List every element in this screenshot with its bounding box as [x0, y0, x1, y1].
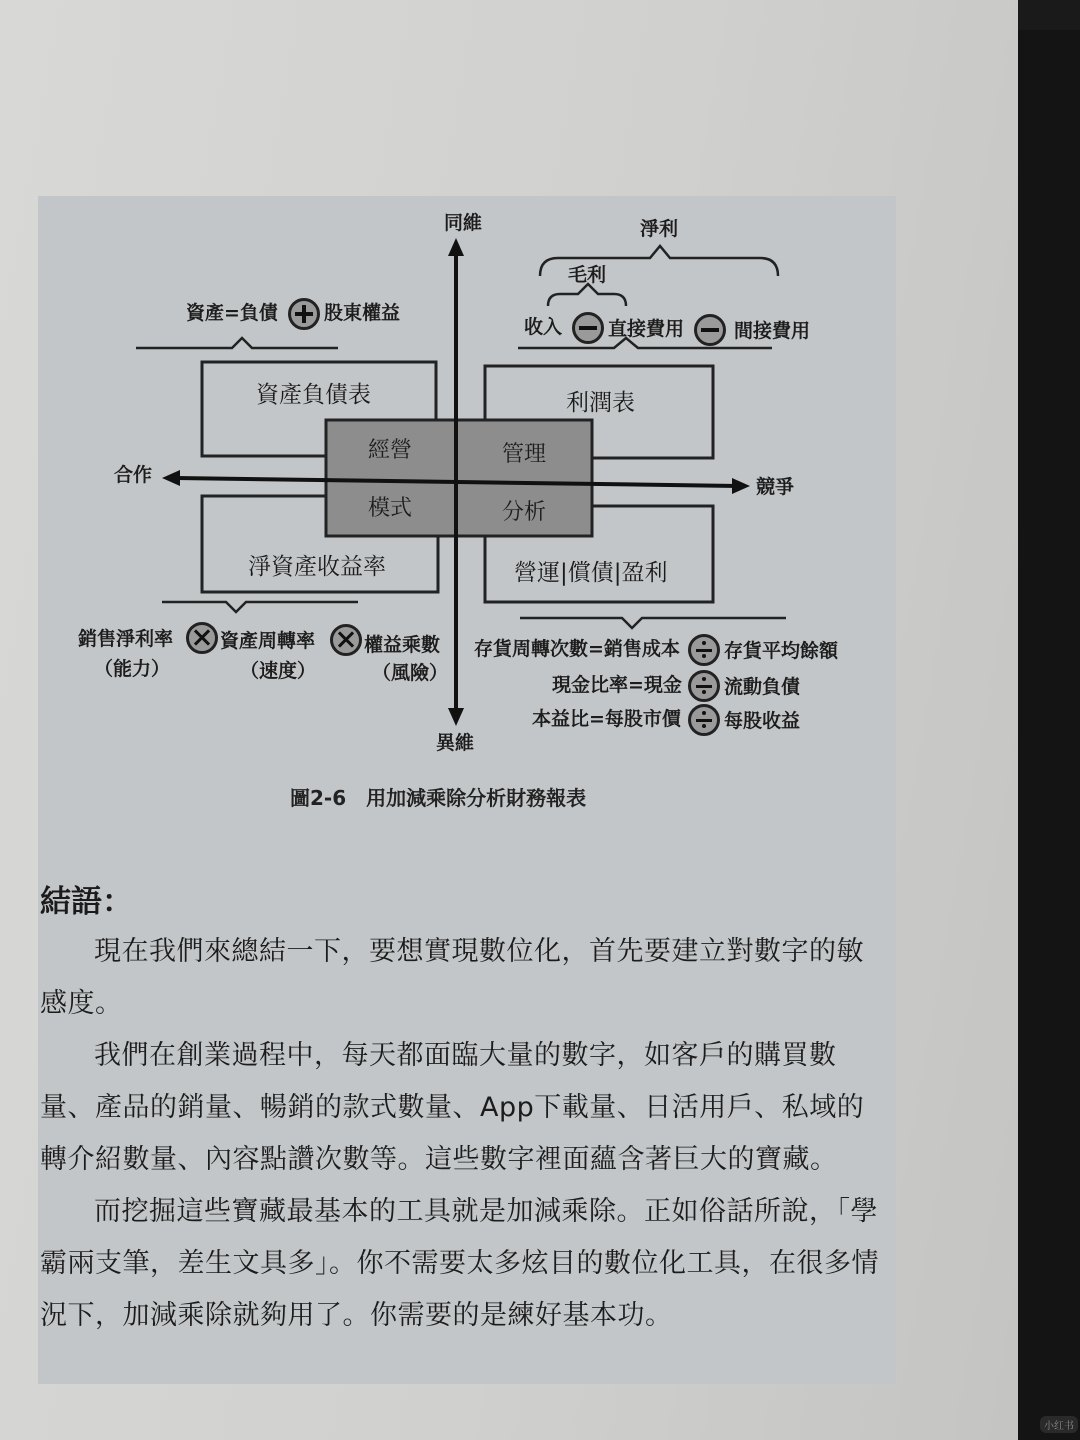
core-block — [326, 420, 592, 536]
axis-left-label: 合作 — [114, 464, 153, 486]
minus-icon — [694, 314, 726, 346]
left-arrowhead — [162, 470, 180, 486]
times-icon — [186, 622, 218, 654]
operations-brace — [520, 618, 786, 628]
dupont-factor2: 資產周轉率 — [220, 630, 316, 652]
core-top-right: 管理 — [502, 442, 547, 467]
income-statement-title: 利潤表 — [566, 390, 635, 416]
balance-formula-right: 股東權益 — [324, 302, 401, 324]
roe-title: 淨資產收益率 — [248, 554, 386, 580]
core-bottom-left: 模式 — [368, 496, 413, 521]
inventory-ratio-right: 存貨平均餘額 — [724, 640, 839, 662]
pe-ratio-left: 本益比=每股市價 — [532, 708, 681, 730]
down-arrowhead — [448, 708, 464, 726]
dupont-factor3: 權益乘數 — [364, 634, 441, 656]
core-bottom-right: 分析 — [502, 500, 547, 525]
plus-icon — [288, 298, 320, 330]
cash-ratio-right: 流動負債 — [724, 676, 801, 698]
right-arrowhead — [732, 478, 750, 494]
dupont-factor3-note: （風險） — [372, 662, 449, 684]
gross-profit-brace — [548, 284, 626, 306]
roe-brace — [162, 602, 358, 612]
revenue-label: 收入 — [524, 316, 563, 338]
times-icon — [330, 624, 362, 656]
balance-sheet-title: 資產負債表 — [256, 382, 371, 408]
watermark-badge: 小红书 — [1040, 1416, 1078, 1433]
figure-caption: 圖2-6 用加減乘除分析財務報表 — [290, 786, 587, 810]
paragraph-1: 現在我們來總結一下，要想實現數位化，首先要建立對數字的敏感度。 — [40, 936, 864, 1019]
pe-ratio-right: 每股收益 — [724, 710, 801, 732]
minus-icon — [572, 312, 604, 344]
core-top-left: 經營 — [368, 438, 413, 463]
divide-icon — [688, 670, 720, 702]
up-arrowhead — [448, 238, 464, 256]
paragraph-3: 而挖掘這些寶藏最基本的工具就是加減乘除。正如俗話所說，「學霸兩支筆，差生文具多」。你不需要太多炫目的數位化工具，在很多情況下，加減乘除就夠用了。你需要的是練好基本功。 — [40, 1196, 879, 1331]
dupont-factor1-note: （能力） — [94, 658, 171, 680]
axis-top-label: 同維 — [444, 212, 483, 234]
net-profit-label: 淨利 — [640, 218, 679, 240]
balance-brace — [136, 338, 338, 348]
indirect-cost-label: 間接費用 — [734, 320, 811, 342]
axis-right-label: 競爭 — [756, 476, 795, 498]
paragraph-2: 我們在創業過程中，每天都面臨大量的數字，如客戶的購買數量、產品的銷量、暢銷的款式數量、App下載量、日活用戶、私域的轉介紹數量、內容點讚次數等。這些數字裡面蘊含著巨大的寶藏。 — [40, 1040, 865, 1175]
section-heading: 結語： — [40, 884, 133, 920]
direct-cost-label: 直接費用 — [608, 318, 685, 340]
inventory-ratio-left: 存貨周轉次數=銷售成本 — [474, 638, 680, 660]
balance-formula-left: 資產=負債 — [186, 302, 278, 324]
cash-ratio-left: 現金比率=現金 — [552, 674, 682, 696]
operations-title: 營運|償債|盈利 — [514, 560, 668, 586]
divide-icon — [688, 634, 720, 666]
dupont-factor2-note: （速度） — [240, 660, 317, 682]
gross-profit-label: 毛利 — [568, 264, 607, 286]
axis-bottom-label: 異維 — [436, 732, 475, 754]
dupont-factor1: 銷售淨利率 — [78, 628, 174, 650]
divide-icon — [688, 704, 720, 736]
